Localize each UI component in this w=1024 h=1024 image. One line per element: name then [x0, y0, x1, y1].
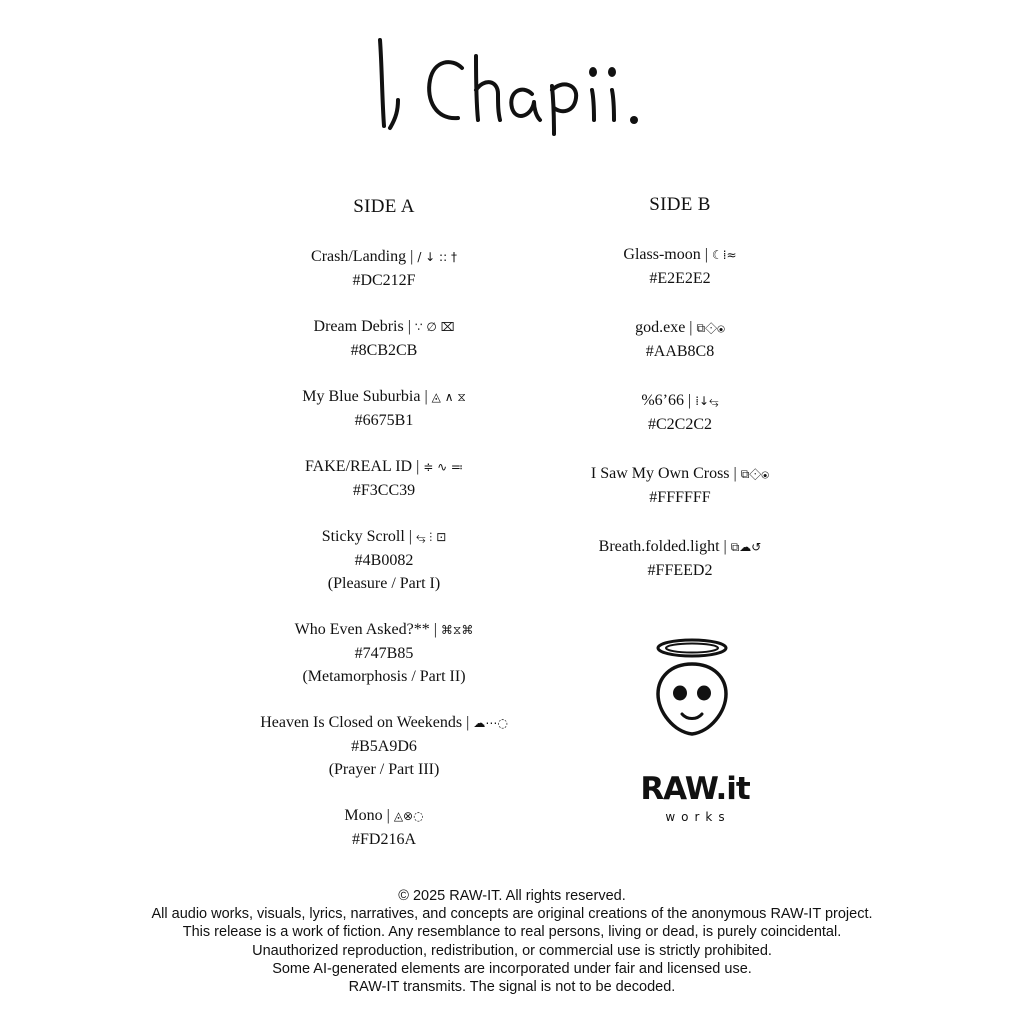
track-symbols: ☁⋯◌ — [473, 716, 508, 730]
track-item: Mono | ◬⊗◌ #FD216A — [214, 804, 554, 851]
track-title: FAKE/REAL ID — [304, 458, 413, 475]
track-color-code: #E2E2E2 — [649, 270, 711, 287]
track-color-code: #AAB8C8 — [645, 343, 715, 360]
track-part-label: (Pleasure / Part I) — [327, 575, 441, 592]
track-item: My Blue Suburbia | ◬ ∧ ⧖ #6675B1 — [214, 385, 554, 432]
track-title: god.exe — [635, 319, 686, 336]
track-title: Glass-moon — [623, 246, 701, 263]
track-symbols: ⧉☁↺ — [730, 540, 762, 554]
track-title: %6’66 — [641, 392, 684, 409]
track-color-code: #DC212F — [352, 272, 416, 289]
track-title: Dream Debris — [313, 318, 404, 335]
track-color-code: #8CB2CB — [350, 342, 418, 359]
track-item: Heaven Is Closed on Weekends | ☁⋯◌ #B5A9D6 (Prayer / Part III) — [214, 711, 554, 781]
handwritten-title-logo — [372, 28, 662, 138]
track-symbols: ⥃ ⫶ ⊡ — [416, 530, 447, 544]
track-symbols: ⧉⟐⦿ — [740, 467, 770, 481]
logo-subtitle: works — [665, 810, 731, 824]
track-title: Breath.folded.light — [598, 538, 720, 555]
logo-wordmark: RAW.it — [640, 771, 750, 807]
track-title: Heaven Is Closed on Weekends — [260, 714, 463, 731]
side-a-tracklist — [214, 196, 554, 874]
track-part-label: (Prayer / Part III) — [328, 761, 440, 778]
album-title — [372, 28, 662, 138]
track-symbols: ∵ ∅ ⌧ — [414, 320, 455, 334]
track-item: Dream Debris | ∵ ∅ ⌧ #8CB2CB — [214, 315, 554, 362]
track-symbols: ≑ ∿ ≕ — [423, 460, 464, 474]
side-a-heading: SIDE A — [353, 196, 415, 217]
track-item: god.exe | ⧉⟐⦿ #AAB8C8 — [540, 316, 820, 363]
track-color-code: #C2C2C2 — [647, 416, 712, 433]
track-color-code: #FFFFFF — [649, 489, 711, 506]
footer-line: © 2025 RAW-IT. All rights reserved. — [398, 888, 626, 904]
track-title: My Blue Suburbia — [302, 388, 421, 405]
track-symbols: ◬ ∧ ⧖ — [431, 390, 466, 404]
track-item: Glass-moon | ☾⁞≈ #E2E2E2 — [540, 243, 820, 290]
track-symbols: ☾⁞≈ — [711, 248, 737, 262]
track-title: Who Even Asked?** — [294, 621, 430, 638]
legal-footer — [40, 887, 984, 996]
track-color-code: #6675B1 — [354, 412, 414, 429]
track-item: %6’66 | ⁞↓⥃ #C2C2C2 — [540, 389, 820, 436]
track-item: Breath.folded.light | ⧉☁↺ #FFEED2 — [540, 535, 820, 582]
side-b-heading: SIDE B — [649, 194, 711, 215]
side-b-tracklist — [540, 194, 820, 608]
track-symbols: ⧉⟐⦿ — [696, 321, 725, 335]
track-item: FAKE/REAL ID | ≑ ∿ ≕ #F3CC39 — [214, 455, 554, 502]
track-title: I Saw My Own Cross — [590, 465, 730, 482]
track-color-code: #FD216A — [351, 831, 416, 848]
footer-line: This release is a work of fiction. Any resemblance to real persons, living or dead, is purely coincidental. — [182, 924, 842, 941]
footer-line: Unauthorized reproduction, redistribution, or commercial use is strictly prohibited. — [252, 942, 772, 959]
footer-line: All audio works, visuals, lyrics, narratives, and concepts are original creations of the anonymous RAW-IT project. — [151, 906, 873, 923]
track-title: Mono — [344, 807, 383, 824]
track-color-code: #B5A9D6 — [351, 738, 417, 755]
track-item: Sticky Scroll | ⥃ ⫶ ⊡ #4B0082 (Pleasure / Part I) — [214, 525, 554, 595]
track-symbols: ◬⊗◌ — [393, 809, 424, 823]
raw-it-works-logo — [620, 772, 770, 824]
track-color-code: #747B85 — [354, 645, 414, 662]
track-title: Crash/Landing — [311, 248, 407, 265]
track-color-code: #F3CC39 — [352, 482, 416, 499]
track-symbols: / ↓ :: † — [417, 250, 457, 264]
footer-line: RAW-IT transmits. The signal is not to be decoded. — [348, 979, 676, 996]
track-item: Who Even Asked?** | ⌘⧖⌘ #747B85 (Metamorphosis / Part II) — [214, 618, 554, 688]
track-color-code: #4B0082 — [354, 552, 414, 569]
track-symbols: ⌘⧖⌘ — [440, 623, 474, 637]
footer-line: Some AI-generated elements are incorporated under fair and licensed use. — [272, 960, 752, 977]
track-part-label: (Metamorphosis / Part II) — [302, 668, 466, 685]
track-item: I Saw My Own Cross | ⧉⟐⦿ #FFFFFF — [540, 462, 820, 509]
track-symbols: ⁞↓⥃ — [695, 394, 719, 408]
track-color-code: #FFEED2 — [647, 562, 713, 579]
track-title: Sticky Scroll — [321, 528, 405, 545]
alien-halo-icon — [652, 636, 732, 740]
track-item: Crash/Landing | / ↓ :: † #DC212F — [214, 245, 554, 292]
